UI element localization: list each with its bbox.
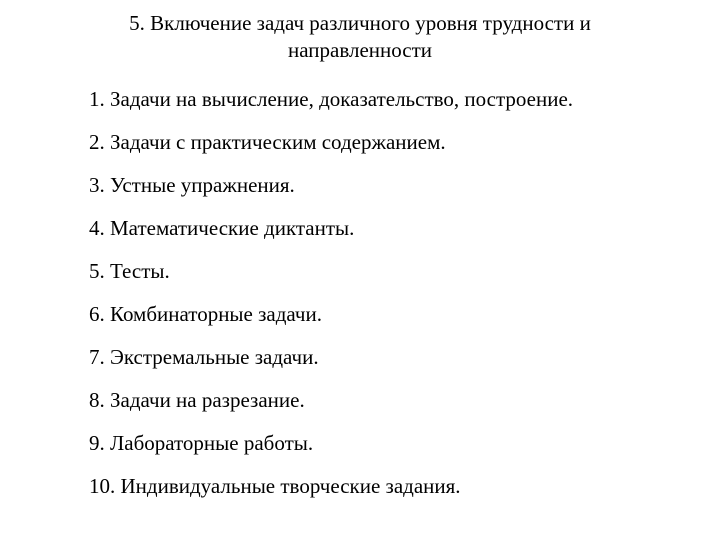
list-item: 3. Устные упражнения. [89,173,295,197]
list-item: 2. Задачи с практическим содержанием. [89,130,446,154]
slide-title [0,10,720,64]
list-item: 5. Тесты. [89,259,170,283]
list-item: 1. Задачи на вычисление, доказательство, построение. [89,87,574,111]
list-item: 6. Комбинаторные задачи. [89,302,322,326]
title-line-2: направленности [287,38,433,62]
list-item: 8. Задачи на разрезание. [89,388,305,412]
list-item: 7. Экстремальные задачи. [89,345,319,369]
title-line-1: 5. Включение задач различного уровня трудности и [129,11,591,35]
list-item: 10. Индивидуальные творческие задания. [89,474,461,498]
task-list [89,84,573,514]
list-item: 4. Математические диктанты. [89,216,355,240]
list-item: 9. Лабораторные работы. [89,431,314,455]
